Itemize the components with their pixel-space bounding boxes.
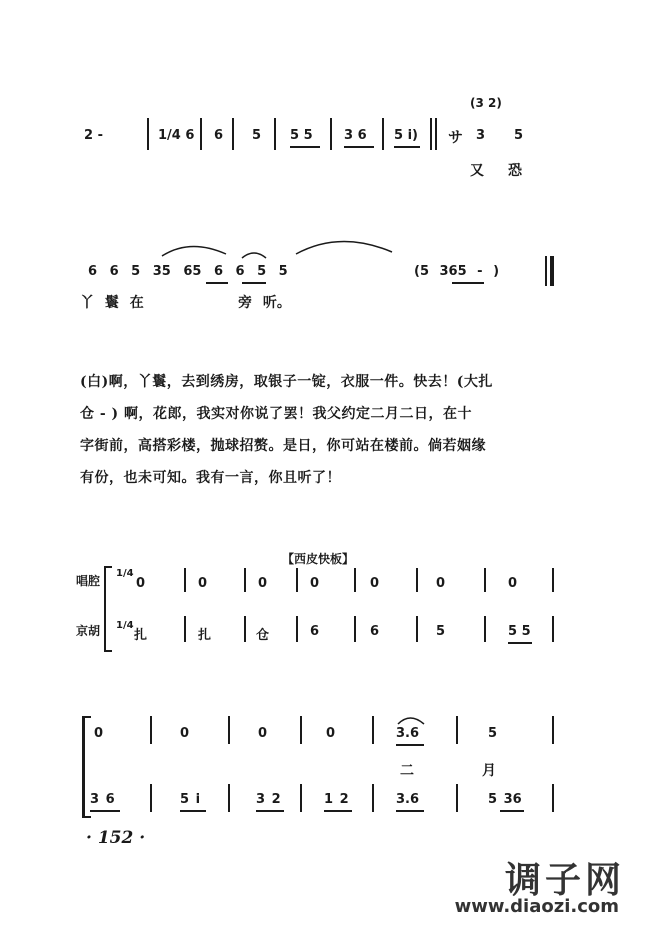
prose-line: 字街前，高搭彩楼，抛球招赘。是日，你可站在楼前。倘若姻缘 — [80, 438, 486, 454]
note-3: 3 — [476, 128, 486, 143]
barline — [228, 716, 230, 744]
prose-line: 仓 - ) 啊，花郎，我实对你说了罢！我父约定二月二日，在十 — [80, 406, 473, 422]
barline — [150, 716, 152, 744]
jinghu-note: 扎 — [134, 628, 148, 643]
barline — [300, 784, 302, 812]
prose-line: 有份，也未可知。我有一言，你且听了！ — [80, 470, 341, 486]
jinghu-note: 6 — [370, 624, 380, 639]
lyric: 二 — [400, 763, 414, 779]
lyric: 恐 — [508, 163, 522, 179]
vocal-note: 0 — [258, 726, 268, 741]
vocal-note: 3.6 — [396, 726, 420, 741]
grace-notes: (3 2) — [470, 96, 502, 110]
jinghu-note: 仓 — [256, 628, 270, 643]
jinghu-note: 5 5 — [508, 624, 531, 639]
vocal-note: 0 — [198, 576, 208, 591]
jinghu-part-label: 京胡 — [76, 624, 101, 638]
barline — [456, 716, 458, 744]
vocal-note: 0 — [370, 576, 380, 591]
underline — [396, 810, 424, 812]
vocal-note: 0 — [508, 576, 518, 591]
free-meter-mark: サ — [448, 128, 464, 146]
vocal-note: 0 — [136, 576, 146, 591]
jinghu-note: 5 i — [180, 792, 201, 807]
jinghu-note: 3 2 — [256, 792, 281, 807]
vocal-note: 0 — [94, 726, 104, 741]
underline — [324, 810, 352, 812]
vocal-note: 0 — [180, 726, 190, 741]
lyric: 丫 鬟 在 — [80, 295, 144, 311]
time-signature: 1/4 — [116, 568, 134, 579]
barline — [552, 784, 554, 812]
site-watermark: 调子网 — [504, 860, 625, 901]
time-signature: 1/4 — [116, 620, 134, 631]
section-title: 【西皮快板】 — [282, 552, 355, 566]
jinghu-note: 5 — [436, 624, 446, 639]
page-number: · 152 · — [86, 828, 146, 848]
jinghu-note: 3 6 — [90, 792, 115, 807]
notes: 6 6 5 35 65 6 6 5 5 — [88, 264, 288, 279]
lyric: 又 — [470, 163, 484, 179]
lead-notes: 2 - — [84, 128, 103, 143]
barline — [552, 716, 554, 744]
lyric: 旁 听。 — [238, 295, 291, 311]
vocal-note: 0 — [310, 576, 320, 591]
measure-2: 6 — [214, 128, 224, 143]
jinghu-note: 扎 — [198, 628, 212, 643]
underline — [180, 810, 206, 812]
vocal-note: 5 — [488, 726, 498, 741]
barline — [456, 784, 458, 812]
measure-3: 5 — [252, 128, 262, 143]
barline — [372, 784, 374, 812]
measure-4: 5 5 — [290, 128, 313, 143]
measure-5: 3 6 — [344, 128, 367, 143]
barline — [372, 716, 374, 744]
jinghu-note: 6 — [310, 624, 320, 639]
jinghu-note: 1 2 — [324, 792, 349, 807]
prose-line: (白)啊，丫鬟，去到绣房，取银子一锭，衣服一件。快去！(大扎 — [80, 374, 493, 390]
lyric: 月 — [482, 763, 496, 779]
barline — [228, 784, 230, 812]
vocal-part-label: 唱腔 — [76, 574, 101, 588]
site-url: www.diaozi.com — [454, 896, 619, 917]
measure-1: 1/4 6 — [158, 128, 195, 143]
barline — [300, 716, 302, 744]
vocal-note: 0 — [326, 726, 336, 741]
underline — [90, 810, 120, 812]
tail-notes: (5 365 - ) — [414, 264, 500, 279]
vocal-note: 0 — [436, 576, 446, 591]
jinghu-note: 3.6 — [396, 792, 420, 807]
measure-6: 5 i) — [394, 128, 418, 143]
note-5: 5 — [514, 128, 524, 143]
underline — [500, 810, 524, 812]
barline — [150, 784, 152, 812]
underline — [256, 810, 284, 812]
jinghu-note: 5 36 — [488, 792, 522, 807]
vocal-note: 0 — [258, 576, 268, 591]
